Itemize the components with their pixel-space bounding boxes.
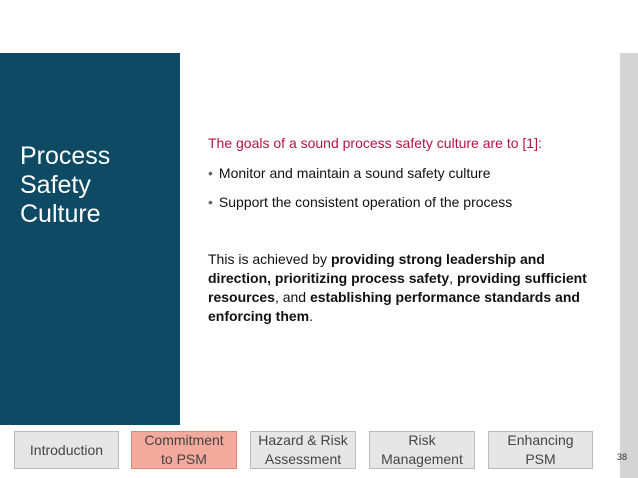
bullet-item-2 — [208, 194, 608, 210]
para-bold-1: providing strong leadership and direction, prioritizing process safety — [208, 251, 545, 286]
summary-paragraph — [208, 250, 588, 326]
nav-tab-introduction[interactable]: Introduction — [14, 431, 119, 469]
nav-tab-risk-management[interactable]: Risk Management — [369, 431, 475, 469]
right-edge-strip — [620, 53, 638, 478]
para-bold-3: establishing performance standards and enforcing them — [208, 289, 580, 324]
para-text-3: , and — [274, 289, 310, 305]
nav-tab-hazard-risk[interactable]: Hazard & Risk Assessment — [250, 431, 356, 469]
goals-heading: The goals of a sound process safety culture are to [1]: — [208, 135, 542, 151]
bullet-text-1: Monitor and maintain a sound safety culture — [218, 165, 491, 181]
bullet-text-2: Support the consistent operation of the process — [218, 194, 513, 210]
bullet-icon: • — [208, 194, 213, 210]
nav-tab-enhancing-psm[interactable]: Enhancing PSM — [488, 431, 593, 469]
bullet-icon: • — [208, 165, 213, 181]
para-text-1: This is achieved by — [208, 251, 331, 267]
nav-tab-commitment[interactable]: Commitment to PSM — [131, 431, 237, 469]
page-number: 38 — [617, 452, 628, 462]
bullet-item-1 — [208, 165, 608, 181]
section-title: Process Safety Culture — [20, 142, 111, 228]
para-text-2: , — [449, 270, 457, 286]
para-bold-2: providing sufficient resources — [208, 270, 587, 305]
section-side-panel — [0, 53, 180, 425]
para-text-4: . — [309, 308, 314, 324]
